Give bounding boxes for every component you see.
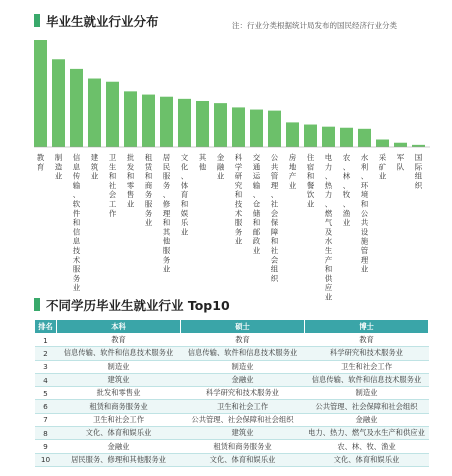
- header-master: 硕士: [181, 320, 305, 334]
- category-label: 住宿和餐饮业: [306, 153, 315, 209]
- rank-cell: 7: [35, 413, 57, 426]
- bachelor-cell: 卫生和社会工作: [57, 413, 181, 426]
- table-row: [35, 440, 429, 453]
- master-cell: 卫生和社会工作: [181, 400, 305, 413]
- table-row: [35, 334, 429, 347]
- bar: [70, 69, 83, 147]
- doctor-cell: 公共管理、社会保障和社会组织: [305, 400, 429, 413]
- rank-cell: 2: [35, 347, 57, 360]
- category-label: 金融业: [216, 153, 225, 181]
- master-cell: 教育: [181, 334, 305, 347]
- bar: [394, 143, 407, 147]
- bachelor-cell: 批发和零售业: [57, 387, 181, 400]
- bachelor-cell: 租赁和商务服务业: [57, 400, 181, 413]
- master-cell: 金融业: [181, 373, 305, 386]
- bar: [52, 59, 65, 147]
- rank-cell: 9: [35, 440, 57, 453]
- master-cell: 科学研究和技术服务业: [181, 387, 305, 400]
- top10-table-wrapper: [34, 319, 428, 467]
- table-row: [35, 347, 429, 360]
- bachelor-cell: 制造业: [57, 360, 181, 373]
- table-row: [35, 400, 429, 413]
- bar: [340, 128, 353, 147]
- category-label: 公共管理、社会保障和社会组织: [270, 153, 279, 283]
- table-row: [35, 360, 429, 373]
- rank-cell: 1: [35, 334, 57, 347]
- master-cell: 公共管理、社会保障和社会组织: [181, 413, 305, 426]
- category-label: 农、林、牧、渔业: [342, 153, 351, 228]
- section-marker: [34, 298, 40, 311]
- category-label: 房地产业: [288, 153, 297, 190]
- table-row: [35, 387, 429, 400]
- bar: [34, 40, 47, 147]
- bar: [304, 125, 317, 147]
- bar: [178, 99, 191, 147]
- table-row: [35, 453, 429, 466]
- doctor-cell: 卫生和社会工作: [305, 360, 429, 373]
- category-label: 制造业: [54, 153, 63, 181]
- bar: [268, 111, 281, 147]
- category-label: 电力、热力、燃气及水生产和供应业: [324, 153, 333, 300]
- category-label: 批发和零售业: [126, 153, 135, 209]
- rank-cell: 8: [35, 427, 57, 440]
- header-rank: 排名: [35, 320, 57, 334]
- bar: [88, 79, 101, 147]
- category-label: 建筑业: [90, 153, 99, 181]
- doctor-cell: 信息传输、软件和信息技术服务业: [305, 373, 429, 386]
- category-label: 采矿业: [378, 153, 387, 181]
- bachelor-cell: 金融业: [57, 440, 181, 453]
- master-cell: 信息传输、软件和信息技术服务业: [181, 347, 305, 360]
- bachelor-cell: 建筑业: [57, 373, 181, 386]
- table-row: [35, 373, 429, 386]
- master-cell: 建筑业: [181, 427, 305, 440]
- category-label: 居民服务、修理和其他服务业: [162, 153, 171, 274]
- bar: [322, 127, 335, 147]
- bar: [412, 145, 425, 147]
- category-label: 国际组织: [414, 153, 423, 190]
- header-doctor: 博士: [305, 320, 429, 334]
- table-header-row: [35, 320, 429, 334]
- table-row: [35, 413, 429, 426]
- bar: [232, 107, 245, 147]
- category-label: 租赁和商务服务业: [144, 153, 153, 228]
- doctor-cell: 电力、热力、燃气及水生产和供应业: [305, 427, 429, 440]
- category-label: 教育: [36, 153, 45, 172]
- header-bachelor: 本科: [57, 320, 181, 334]
- chart-note: 注：行业分类根据统计局发布的国民经济行业分类: [232, 21, 397, 30]
- bar: [250, 110, 263, 147]
- doctor-cell: 制造业: [305, 387, 429, 400]
- category-label: 文化、体育和娱乐业: [180, 153, 189, 237]
- bar: [214, 103, 227, 147]
- bar: [160, 97, 173, 147]
- category-label: 交通运输、仓储和邮政业: [252, 153, 261, 255]
- category-label: 信息传输、软件和信息技术服务业: [72, 153, 81, 293]
- category-label: 军队: [396, 153, 405, 172]
- category-label: 水利、环境和公共设施管理业: [360, 153, 369, 274]
- bar: [142, 95, 155, 147]
- bachelor-cell: 文化、体育和娱乐业: [57, 427, 181, 440]
- rank-cell: 3: [35, 360, 57, 373]
- bachelor-cell: 信息传输、软件和信息技术服务业: [57, 347, 181, 360]
- table-title: 不同学历毕业生就业行业 Top10: [46, 298, 230, 313]
- chart-title: 毕业生就业行业分布: [46, 14, 159, 29]
- master-cell: 文化、体育和娱乐业: [181, 453, 305, 466]
- master-cell: 制造业: [181, 360, 305, 373]
- bar: [124, 91, 137, 147]
- doctor-cell: 文化、体育和娱乐业: [305, 453, 429, 466]
- master-cell: 租赁和商务服务业: [181, 440, 305, 453]
- bar: [196, 101, 209, 147]
- bar: [358, 129, 371, 147]
- bachelor-cell: 教育: [57, 334, 181, 347]
- bar: [106, 82, 119, 147]
- bar: [376, 140, 389, 147]
- rank-cell: 6: [35, 400, 57, 413]
- category-label: 卫生和社会工作: [108, 153, 117, 218]
- doctor-cell: 科学研究和技术服务业: [305, 347, 429, 360]
- doctor-cell: 教育: [305, 334, 429, 347]
- rank-cell: 5: [35, 387, 57, 400]
- rank-cell: 4: [35, 373, 57, 386]
- category-label: 其他: [198, 153, 207, 172]
- top10-table: [34, 319, 429, 467]
- category-label: 科学研究和技术服务业: [234, 153, 243, 246]
- doctor-cell: 农、林、牧、渔业: [305, 440, 429, 453]
- rank-cell: 10: [35, 453, 57, 466]
- doctor-cell: 金融业: [305, 413, 429, 426]
- bachelor-cell: 居民服务、修理和其他服务业: [57, 453, 181, 466]
- table-row: [35, 427, 429, 440]
- bar: [286, 122, 299, 147]
